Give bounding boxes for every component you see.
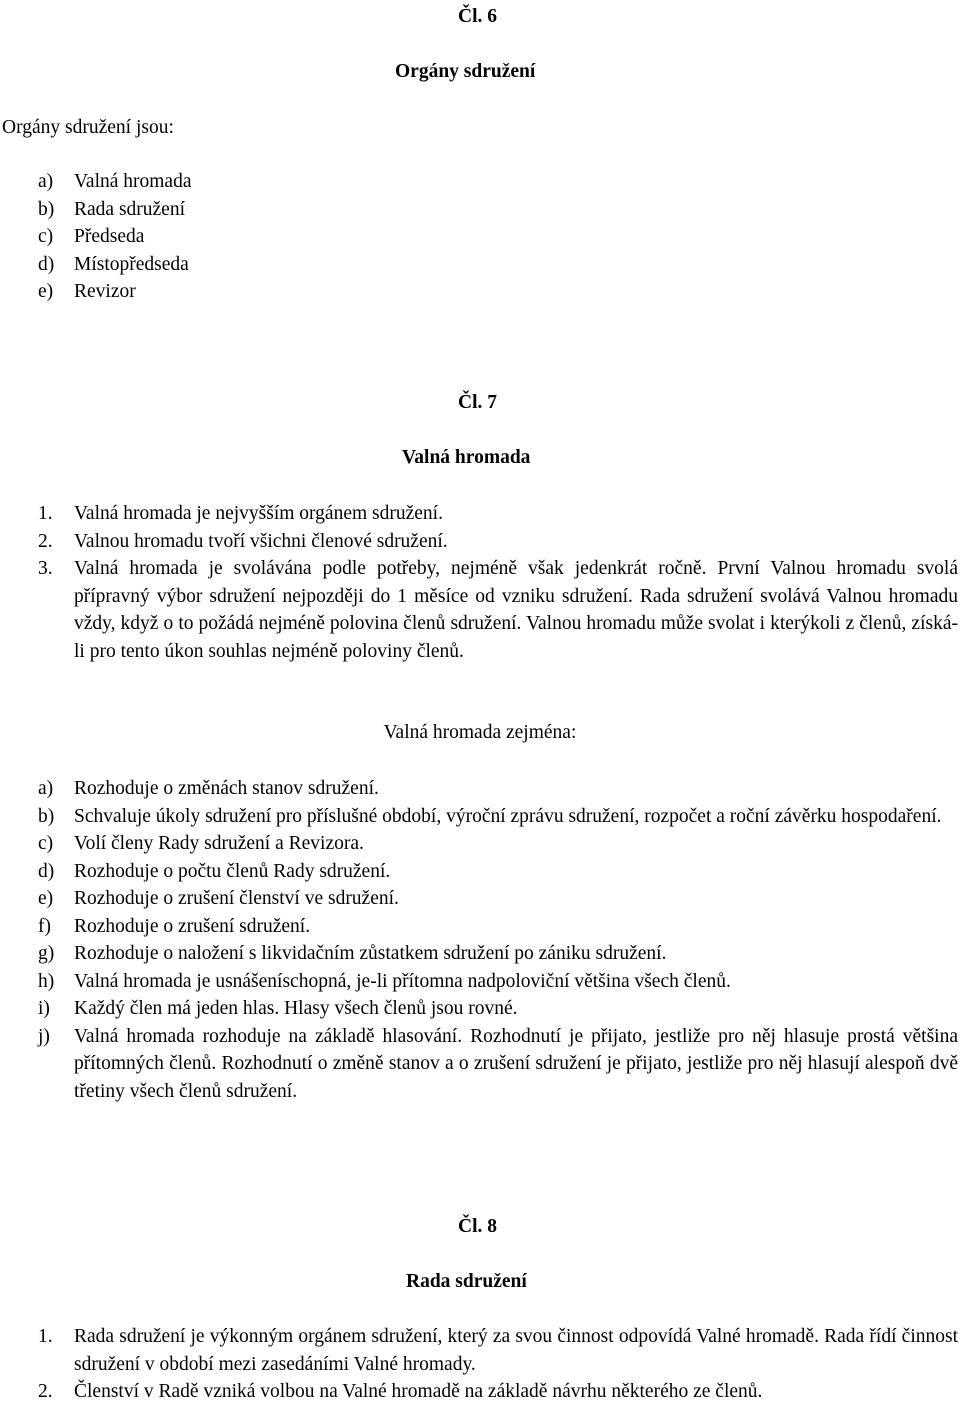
article-8-title: Rada sdružení [406, 1271, 527, 1292]
list-item: i) Každý člen má jeden hlas. Hlasy všech členů jsou rovné. [38, 998, 518, 1019]
list-item: c) Předseda [38, 226, 145, 247]
article-8-heading: Čl. 8 [458, 1216, 497, 1237]
list-item: 2. Členství v Radě vzniká volbou na Valné hromadě na základě návrhu některého ze členů. [38, 1381, 763, 1402]
organs-list [38, 168, 438, 306]
list-item: 3. Valná hromada je svolávána podle potřeby, nejméně však jedenkrát ročně. První Valnou hromadu svolá přípravný výbor sdružení nejpozději do 1 měsíce od vzniku sdružení. Rada sdružení svolává Valnou hromadu vždy, když o to požádá nejméně polovina členů sdružení. Valnou hromadu může svolat i kterýkoli z členů, získá-li pro tento úkon souhlas nejméně poloviny členů. [38, 558, 958, 662]
list-item: 1. Rada sdružení je výkonným orgánem sdružení, který za svou činnost odpovídá Valné hromadě. Rada řídí činnost sdružení v období mezi zasedáními Valné hromady. [38, 1326, 958, 1375]
list-item: b) Schvaluje úkoly sdružení pro příslušné období, výroční zprávu sdružení, rozpočet a roční závěrku hospodaření. [38, 805, 942, 827]
list-item: a) Valná hromada [38, 171, 192, 192]
list-item: g) Rozhoduje o naložení s likvidačním zůstatkem sdružení po zániku sdružení. [38, 943, 667, 964]
general-assembly-list [38, 500, 958, 665]
article-6-intro: Orgány sdružení jsou: [2, 117, 174, 138]
list-item: b) Rada sdružení [38, 198, 186, 220]
article-7-heading: Čl. 7 [458, 392, 497, 413]
list-item: c) Volí členy Rady sdružení a Revizora. [38, 833, 364, 854]
council-list [38, 1323, 958, 1406]
list-item: e) Revizor [38, 281, 136, 302]
list-item: d) Místopředseda [38, 253, 189, 275]
list-item: h) Valná hromada je usnášeníschopná, je-li přítomna nadpoloviční většina všech členů. [38, 970, 731, 992]
article-6-title: Orgány sdružení [395, 61, 536, 82]
list-item: 1. Valná hromada je nejvyšším orgánem sdružení. [38, 503, 443, 524]
list-item: e) Rozhoduje o zrušení členství ve sdružení. [38, 888, 399, 909]
list-item: 2. Valnou hromadu tvoří všichni členové sdružení. [38, 530, 448, 552]
list-item: f) Rozhoduje o zrušení sdružení. [38, 915, 311, 937]
article-6-heading: Čl. 6 [458, 6, 497, 27]
list-item: j) Valná hromada rozhoduje na základě hlasování. Rozhodnutí je přijato, jestliže pro něj hlasuje prostá většina přítomných členů. Rozhodnutí o změně stanov a o zrušení sdružení je přijato, jestliže pro něj hlasují alespoň dvě třetiny všech členů sdružení. [38, 1025, 958, 1102]
list-item: d) Rozhoduje o počtu členů Rady sdružení. [38, 860, 391, 882]
list-item: a) Rozhoduje o změnách stanov sdružení. [38, 778, 379, 799]
powers-subheading: Valná hromada zejména: [383, 722, 577, 743]
powers-list [38, 775, 958, 1105]
article-7-title: Valná hromada [402, 447, 531, 468]
